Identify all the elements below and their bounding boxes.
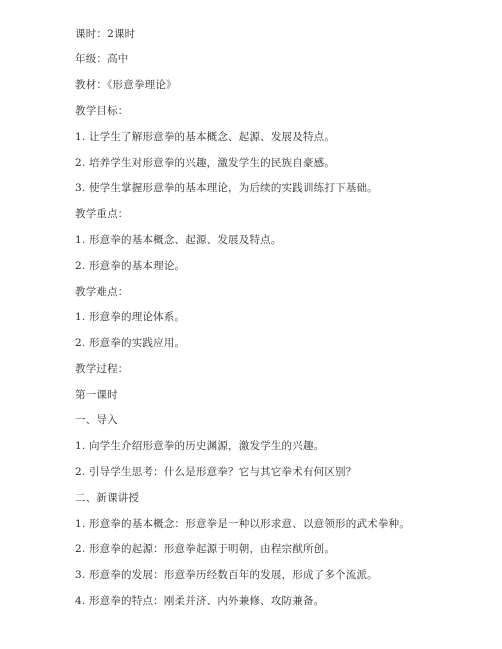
key-point-item: 2. 形意拳的基本理论。 xyxy=(75,260,186,272)
grade-level: 年级：高中 xyxy=(75,53,129,65)
section-heading-process: 教学过程： xyxy=(75,363,129,375)
textbook: 教材：《形意拳理论》 xyxy=(75,79,177,91)
process-item: 1. 向学生介绍形意拳的历史渊源，激发学生的兴趣。 xyxy=(75,440,325,452)
goal-item: 1. 让学生了解形意拳的基本概念、起源、发展及特点。 xyxy=(75,131,336,143)
process-item: 2. 引导学生思考：什么是形意拳？它与其它拳术有何区别？ xyxy=(75,466,357,478)
section-heading-key-points: 教学重点： xyxy=(75,208,129,220)
goal-item: 2. 培养学生对形意拳的兴趣，激发学生的民族自豪感。 xyxy=(75,157,336,169)
difficulty-item: 2. 形意拳的实践应用。 xyxy=(75,337,186,349)
lesson-hours: 课时：2课时 xyxy=(75,28,136,40)
process-item: 1. 形意拳的基本概念：形意拳是一种以形求意、以意领形的武术拳种。 xyxy=(75,518,410,530)
section-heading-goals: 教学目标： xyxy=(75,105,129,117)
section-heading-difficulties: 教学难点： xyxy=(75,286,129,298)
lesson-session-title: 第一课时 xyxy=(75,389,118,401)
process-item: 4. 形意拳的特点：刚柔并济、内外兼修、攻防兼备。 xyxy=(75,595,325,607)
goal-item: 3. 使学生掌握形意拳的基本理论，为后续的实践训练打下基础。 xyxy=(75,182,378,194)
process-item: 2. 形意拳的起源：形意拳起源于明朝，由程宗猷所创。 xyxy=(75,543,336,555)
process-item: 3. 形意拳的发展：形意拳历经数百年的发展，形成了多个流派。 xyxy=(75,569,378,581)
difficulty-item: 1. 形意拳的理论体系。 xyxy=(75,311,186,323)
subsection-heading: 一、导入 xyxy=(75,414,118,426)
subsection-heading: 二、新课讲授 xyxy=(75,492,140,504)
key-point-item: 1. 形意拳的基本概念、起源、发展及特点。 xyxy=(75,234,282,246)
